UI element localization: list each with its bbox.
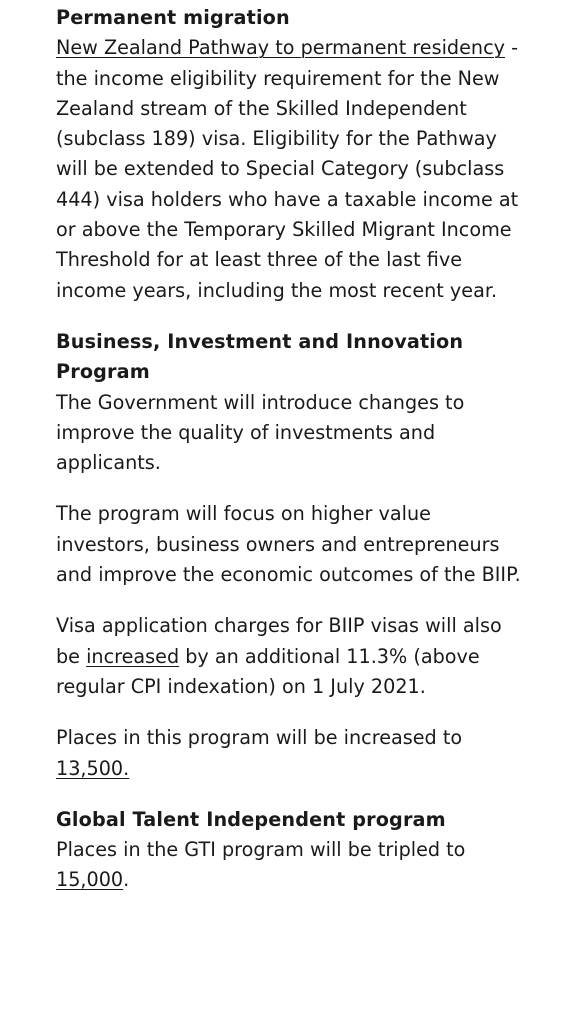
paragraph-text: - the income eligibility requirement for the New Zealand stream of the Skilled Independent (subclass 189) visa. Eligibility for the Pathway will be extended to Special Category (subclass 444) visa holders who have a taxable income at or above the Temporary Skilled Migrant Income Threshold for at least three of the last five income years, including the most recent year. — [56, 36, 519, 302]
section-permanent-migration — [56, 3, 525, 306]
section-gti — [56, 805, 525, 896]
section-paragraph — [56, 33, 525, 306]
paragraph-text: Places in this program will be increased to — [56, 726, 463, 750]
section-biip — [56, 327, 525, 784]
paragraph-text: Visa application charges for BIIP visas will also be — [56, 614, 502, 668]
section-heading: Business, Investment and Innovation Program — [56, 329, 464, 384]
section-paragraph — [56, 723, 525, 784]
paragraph-text: Places in the GTI program will be tripled to — [56, 838, 466, 862]
section-heading: Global Talent Independent program — [56, 807, 446, 831]
paragraph-text: . — [123, 868, 130, 892]
section-paragraph: The program will focus on higher value investors, business owners and entrepreneurs and improve the economic outcomes of the BIIP. — [56, 502, 521, 587]
section-paragraph — [56, 835, 525, 896]
places-15000-link[interactable]: 15,000 — [56, 868, 124, 892]
paragraph-text: by an additional 11.3% (above regular CPI indexation) on 1 July 2021. — [56, 644, 480, 698]
section-paragraph: The Government will introduce changes to improve the quality of investments and applicants. — [56, 390, 465, 475]
section-heading: Permanent migration — [56, 6, 290, 29]
increased-link[interactable]: increased — [86, 644, 180, 668]
section-paragraph — [56, 611, 525, 702]
places-13500-link[interactable]: 13,500. — [56, 756, 130, 780]
nz-pathway-link[interactable]: New Zealand Pathway to permanent residency — [56, 36, 505, 60]
